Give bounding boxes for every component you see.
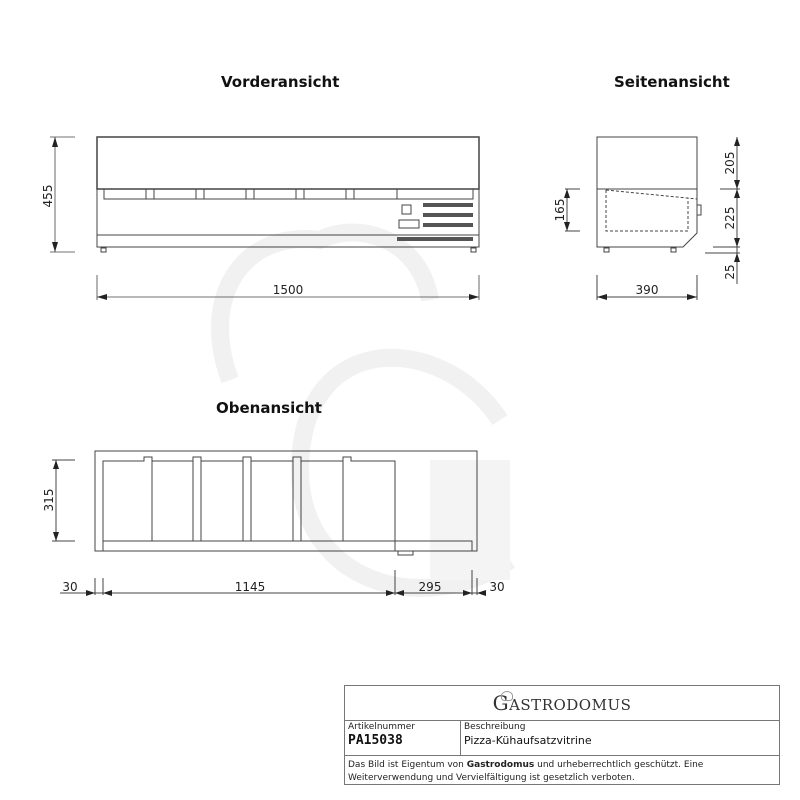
top-view-title: Obenansicht	[216, 399, 322, 417]
top-width-dim-pans: 1145	[234, 580, 266, 594]
top-width-dim-right: 30	[489, 580, 505, 594]
top-width-dim-unit: 295	[418, 580, 442, 594]
logo-rest: ASTRODOMUS	[509, 696, 632, 714]
title-block	[344, 685, 780, 785]
top-width-dim-left: 30	[62, 580, 78, 594]
copyright-notice: Das Bild ist Eigentum von Gastrodomus und urheberrechtlich geschützt. Eine Weiterverwendung und Vervielfältigung ist gesetzlich verboten.	[348, 760, 704, 783]
chef-hat-icon	[501, 691, 513, 701]
article-number-label: Artikelnummer	[348, 722, 415, 732]
logo-initial: G	[492, 691, 510, 715]
brand-logo	[345, 686, 779, 721]
side-view-title: Seitenansicht	[614, 73, 730, 91]
article-number-value: PA15038	[348, 733, 403, 748]
front-view-title: Vorderansicht	[221, 73, 340, 91]
side-top-dim: 205	[723, 151, 737, 175]
side-inner-height-dim: 165	[553, 198, 567, 222]
side-depth-dim: 390	[635, 283, 659, 297]
top-depth-dim: 315	[42, 488, 56, 512]
description-label: Beschreibung	[464, 722, 526, 732]
side-middle-dim: 225	[723, 206, 737, 230]
side-bottom-dim: 25	[723, 264, 737, 280]
front-height-dim: 455	[41, 184, 55, 208]
description-value: Pizza-Kühaufsatzvitrine	[464, 734, 592, 747]
front-width-dim: 1500	[272, 283, 304, 297]
